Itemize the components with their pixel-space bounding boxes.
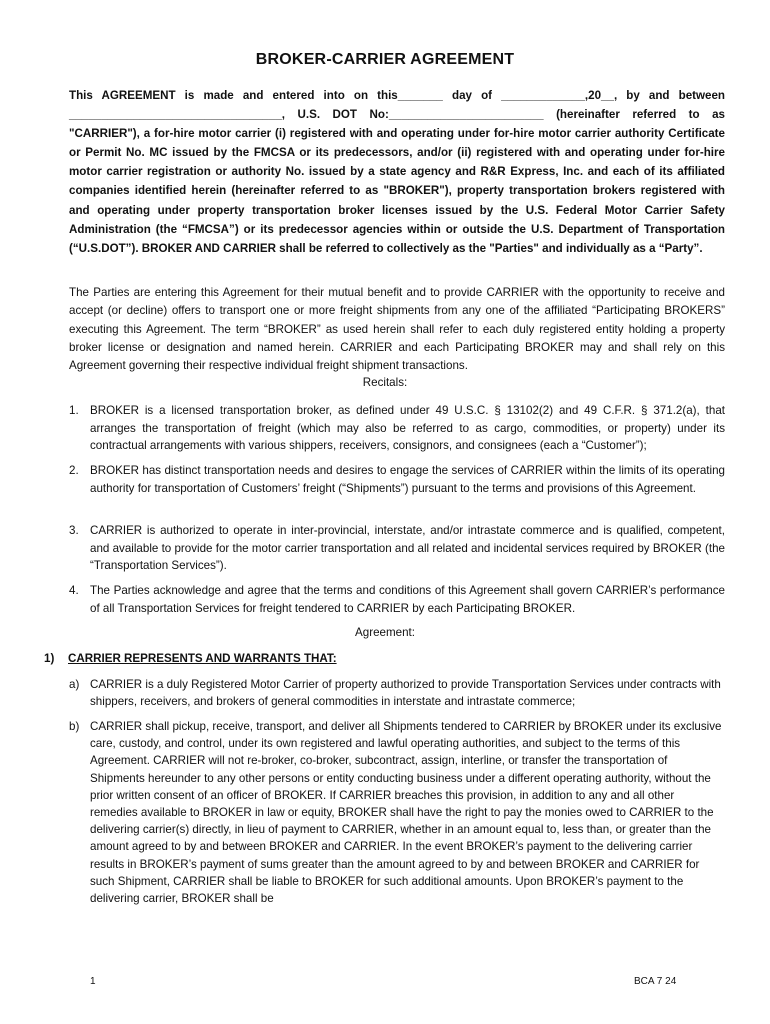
intro-paragraph: This AGREEMENT is made and entered into on this_______ day of _____________,20__, by and between _________________________________, U.S. DOT No:________________________ (hereinafter referred to as "CARRIER"), a for-hire motor carrier (i) registered with and operating under for-hire motor carrier authority Certificate or Permit No. MC issued by the FMCSA or its predecessors, and/or (ii) registered with and operating under for-hire motor carrier registration or authority No. issued by a state agency and R&R Express, Inc. and each of its affiliated companies identified herein (hereinafter referred to as "BROKER"), property transportation brokers registered with and operating under property transportation broker licenses issued by the U.S. Federal Motor Carrier Safety Administration (the “FMCSA”) or its predecessor agencies within or outside the U.S. Department of Transportation (“U.S.DOT”). BROKER AND CARRIER shall be referred to collectively as the "Parties" and individually as a “Party”. <box>69 89 725 255</box>
item-letter: a) <box>69 678 80 691</box>
form-code: BCA 7 24 <box>634 976 677 987</box>
purpose-paragraph: The Parties are entering this Agreement for their mutual benefit and to provide CARRIER with the opportunity to receive and accept (or decline) offers to transport one or more freight shipments from any one of the affiliated “Participating BROKERS” executing this Agreement. The term “BROKER” as used herein shall refer to each duly registered entity holding a property broker license or designation and named herein. CARRIER and each Participating BROKER may and shall rely on this Agreement governing their respective individual freight shipment transactions. <box>69 286 725 373</box>
section-title: CARRIER REPRESENTS AND WARRANTS THAT: <box>68 652 337 665</box>
item-text: CARRIER shall pickup, receive, transport, and deliver all Shipments tendered to CARRIER by BROKER under its exclusive care, custody, and control, under its own registered and lawful operating authorities, and subject to the terms of this Agreement. CARRIER will not re-broker, co-broker, subcontract, assign, interline, or transfer the transportation of Shipments hereunder to any other persons or entity conducting business under a different operating authority, without the prior written consent of an officer of BROKER. If CARRIER breaches this provision, in addition to any and all other remedies available to BROKER in law or equity, BROKER shall have the right to pay the monies owed to CARRIER to the delivering carrier(s) directly, in lieu of payment to CARRIER, whether in an amount equal to, less than, or greater than the amount agreed to by and between BROKER and CARRIER. In the event BROKER’s payment to the delivering carrier results in BROKER’s payment of sums greater than the amount agreed to by and between BROKER and CARRIER for such Shipment, CARRIER shall be liable to BROKER for such additional amounts. Upon BROKER’s payment to the delivering carrier, BROKER shall be <box>90 720 722 906</box>
recital-number: 3. <box>69 524 79 537</box>
recital-number: 4. <box>69 584 79 597</box>
page-number: 1 <box>90 976 96 987</box>
item-letter: b) <box>69 720 80 733</box>
recital-text: CARRIER is authorized to operate in inter-provincial, interstate, and/or intrastate commerce and is qualified, competent, and available to provide for the motor carrier transportation and all related and incidental services required by BROKER (the “Transportation Services”). <box>90 524 725 573</box>
recital-text: BROKER is a licensed transportation broker, as defined under 49 U.S.C. § 13102(2) and 49 C.F.R. § 371.2(a), that arranges the transportation of freight (which may also be referred to as cargo, commodities, or property) under its contractual arrangements with various shippers, receivers, consignors, and consignees (each a “Customer”); <box>90 404 725 453</box>
recital-number: 2. <box>69 464 79 477</box>
section-number: 1) <box>44 652 55 665</box>
item-text: CARRIER is a duly Registered Motor Carrier of property authorized to provide Transportation Services under contracts with shippers, receivers, and brokers of general commodities in interstate and intrastate commerce; <box>90 678 721 709</box>
recitals-heading: Recitals: <box>362 376 408 389</box>
recital-text: The Parties acknowledge and agree that the terms and conditions of this Agreement shall govern CARRIER’s performance of all Transportation Services for freight tendered to CARRIER by each Participating BROKER. <box>90 584 725 615</box>
section-1-heading <box>44 650 337 668</box>
recital-text: BROKER has distinct transportation needs and desires to engage the services of CARRIER within the limits of its operating authority for transportation of Customers’ freight (“Shipments”) pursuant to the terms and provisions of this Agreement. <box>90 464 725 495</box>
recital-number: 1. <box>69 404 79 417</box>
agreement-heading: Agreement: <box>355 626 415 639</box>
document-title: BROKER-CARRIER AGREEMENT <box>255 51 515 68</box>
